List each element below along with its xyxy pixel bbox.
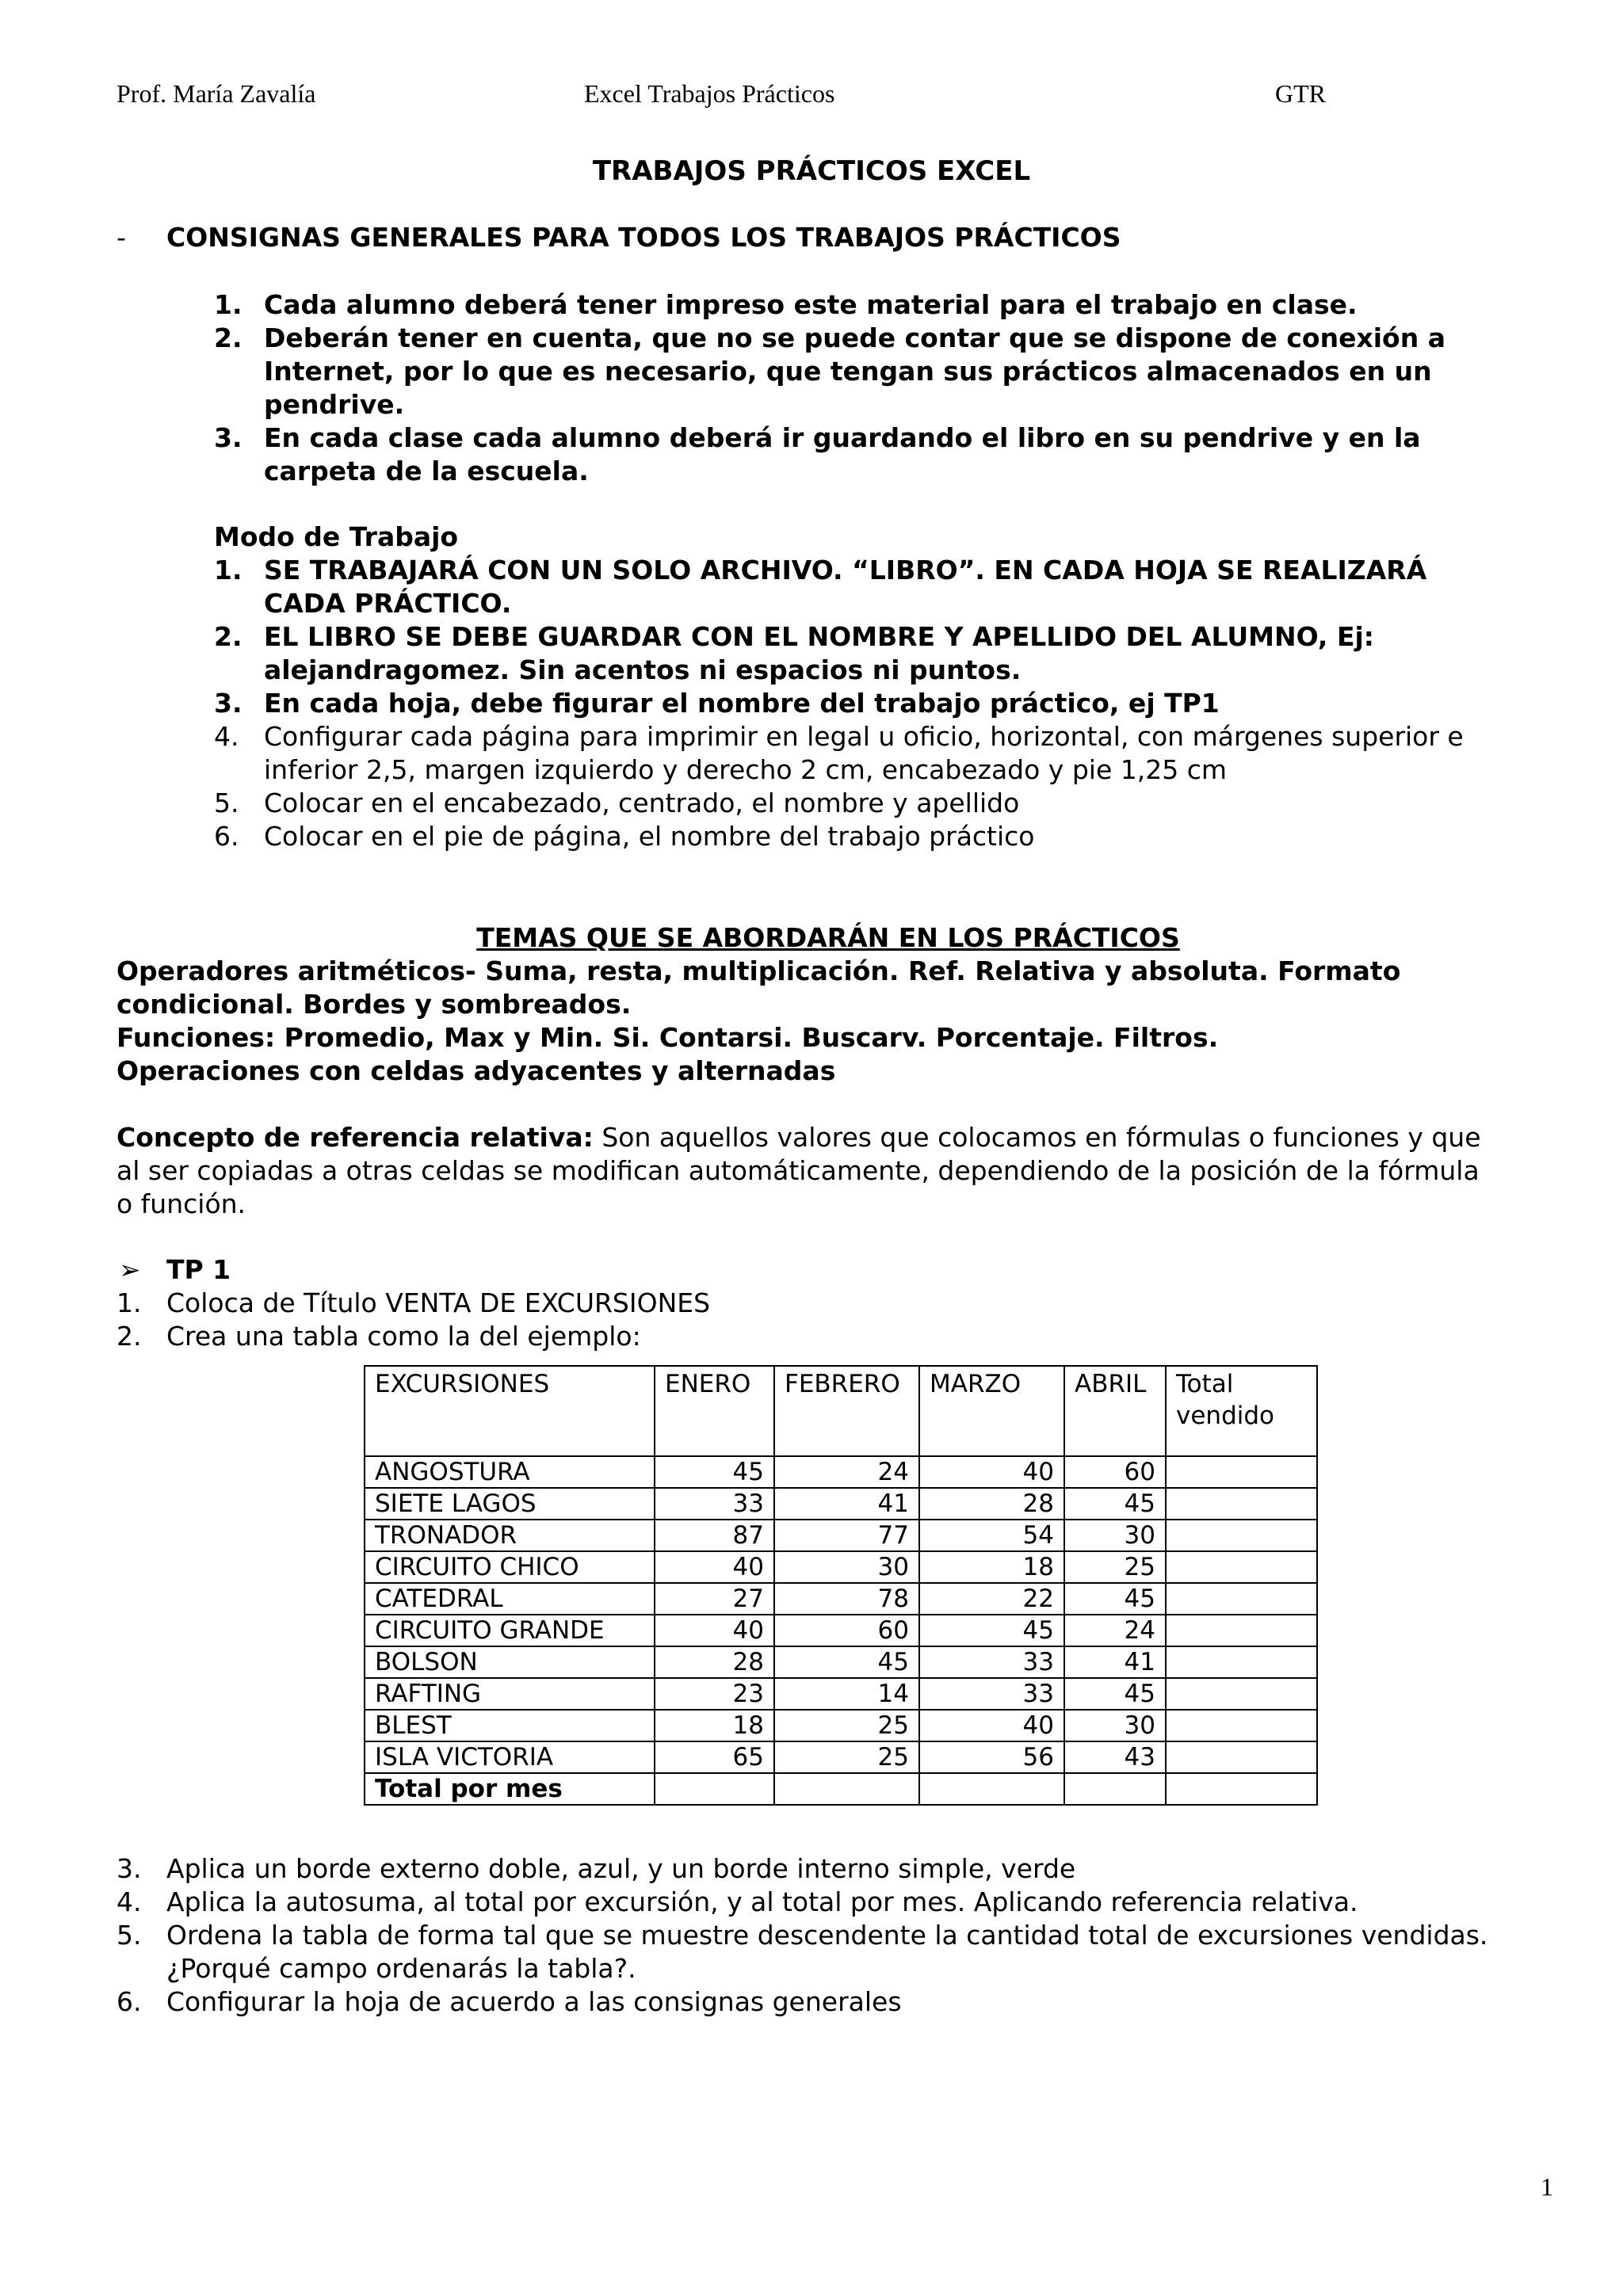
table-row xyxy=(365,1488,1317,1520)
footer-label-cell: Total por mes xyxy=(365,1773,655,1805)
total-month-cell xyxy=(655,1773,774,1805)
value-cell: 45 xyxy=(774,1646,919,1678)
modo-line: CADA PRÁCTICO. xyxy=(264,588,512,619)
value-cell: 27 xyxy=(655,1583,774,1615)
step-text: Aplica la autosuma, al total por excursión, y al total por mes. Aplicando referencia relativa. xyxy=(166,1886,1358,1917)
value-cell: 22 xyxy=(919,1583,1064,1615)
table-row xyxy=(365,1456,1317,1488)
modo-num: 2. xyxy=(214,621,242,652)
value-cell: 28 xyxy=(655,1646,774,1678)
table-row xyxy=(365,1615,1317,1646)
modo-num: 6. xyxy=(214,821,239,852)
value-cell: 65 xyxy=(655,1741,774,1773)
total-cell xyxy=(1166,1646,1317,1678)
value-cell: 40 xyxy=(655,1551,774,1583)
row-name-cell: RAFTING xyxy=(365,1678,655,1710)
temas-heading: TEMAS QUE SE ABORDARÁN EN LOS PRÁCTICOS xyxy=(476,922,1180,953)
value-cell: 14 xyxy=(774,1678,919,1710)
header-cell: Total vendido xyxy=(1166,1366,1317,1456)
value-cell: 40 xyxy=(919,1710,1064,1741)
concepto-label: Concepto de referencia relativa: xyxy=(116,1122,594,1153)
modo-num: 1. xyxy=(214,555,242,585)
total-cell xyxy=(1166,1488,1317,1520)
header-left: Prof. María Zavalía xyxy=(116,79,316,108)
table-row xyxy=(365,1741,1317,1773)
value-cell: 25 xyxy=(1064,1551,1166,1583)
consigna-line: Internet, por lo que es necesario, que tengan sus prácticos almacenados en un xyxy=(264,356,1432,387)
total-month-cell xyxy=(919,1773,1064,1805)
total-cell xyxy=(1166,1741,1317,1773)
value-cell: 45 xyxy=(919,1615,1064,1646)
arrow-bullet-icon: ➢ xyxy=(119,1254,141,1285)
consigna-num: 3. xyxy=(214,422,242,453)
consigna-line: Deberán tener en cuenta, que no se puede contar que se dispone de conexión a xyxy=(264,322,1445,353)
concepto-text: Son aquellos valores que colocamos en fórmulas o funciones y que xyxy=(593,1122,1481,1153)
modo-line: alejandragomez. Sin acentos ni espacios ni puntos. xyxy=(264,654,1022,685)
header-cell: MARZO xyxy=(919,1366,1064,1456)
header-cell: ABRIL xyxy=(1064,1366,1166,1456)
value-cell: 60 xyxy=(774,1615,919,1646)
total-cell xyxy=(1166,1551,1317,1583)
modo-num: 5. xyxy=(214,788,239,818)
table-footer-row xyxy=(365,1773,1317,1805)
header-right: GTR xyxy=(1275,79,1326,108)
step-num: 2. xyxy=(116,1321,142,1352)
step-text: Aplica un borde externo doble, azul, y un borde interno simple, verde xyxy=(166,1853,1076,1884)
row-name-cell: CATEDRAL xyxy=(365,1583,655,1615)
value-cell: 33 xyxy=(655,1488,774,1520)
header-cell: FEBRERO xyxy=(774,1366,919,1456)
modo-num: 4. xyxy=(214,721,239,752)
table-row xyxy=(365,1551,1317,1583)
total-cell xyxy=(1166,1456,1317,1488)
step-text: Ordena la tabla de forma tal que se muestre descendente la cantidad total de excursiones vendidas. xyxy=(166,1920,1488,1951)
concepto-line: al ser copiadas a otras celdas se modifican automáticamente, dependiendo de la posición de la fórmula xyxy=(116,1155,1480,1186)
modo-line: Colocar en el encabezado, centrado, el nombre y apellido xyxy=(264,788,1020,818)
table-row xyxy=(365,1710,1317,1741)
value-cell: 30 xyxy=(1064,1520,1166,1551)
value-cell: 41 xyxy=(774,1488,919,1520)
temas-line: Operadores aritméticos- Suma, resta, multiplicación. Ref. Relativa y absoluta. Formato xyxy=(116,955,1401,986)
value-cell: 18 xyxy=(655,1710,774,1741)
total-month-cell xyxy=(1166,1773,1317,1805)
value-cell: 30 xyxy=(1064,1710,1166,1741)
total-cell xyxy=(1166,1678,1317,1710)
value-cell: 78 xyxy=(774,1583,919,1615)
table-header-row xyxy=(365,1366,1317,1456)
header-cell: EXCURSIONES xyxy=(365,1366,655,1456)
value-cell: 43 xyxy=(1064,1741,1166,1773)
modo-line: Colocar en el pie de página, el nombre del trabajo práctico xyxy=(264,821,1035,852)
value-cell: 56 xyxy=(919,1741,1064,1773)
value-cell: 45 xyxy=(655,1456,774,1488)
page-number: 1 xyxy=(1541,2172,1553,2201)
value-cell: 33 xyxy=(919,1678,1064,1710)
row-name-cell: ISLA VICTORIA xyxy=(365,1741,655,1773)
modo-num: 3. xyxy=(214,688,242,719)
modo-line: EL LIBRO SE DEBE GUARDAR CON EL NOMBRE Y APELLIDO DEL ALUMNO, Ej: xyxy=(264,621,1375,652)
modo-heading: Modo de Trabajo xyxy=(214,521,459,552)
modo-line: En cada hoja, debe figurar el nombre del trabajo práctico, ej TP1 xyxy=(264,688,1220,719)
consigna-num: 1. xyxy=(214,289,242,320)
table-row xyxy=(365,1520,1317,1551)
value-cell: 45 xyxy=(1064,1488,1166,1520)
value-cell: 41 xyxy=(1064,1646,1166,1678)
value-cell: 40 xyxy=(919,1456,1064,1488)
consigna-num: 2. xyxy=(214,322,242,353)
value-cell: 28 xyxy=(919,1488,1064,1520)
modo-line: inferior 2,5, margen izquierdo y derecho 2 cm, encabezado y pie 1,25 cm xyxy=(264,754,1227,785)
step-text: Coloca de Título VENTA DE EXCURSIONES xyxy=(166,1287,711,1318)
row-name-cell: CIRCUITO GRANDE xyxy=(365,1615,655,1646)
value-cell: 25 xyxy=(774,1710,919,1741)
total-month-cell xyxy=(1064,1773,1166,1805)
total-cell xyxy=(1166,1615,1317,1646)
total-cell xyxy=(1166,1520,1317,1551)
total-month-cell xyxy=(774,1773,919,1805)
step-text: Configurar la hoja de acuerdo a las consignas generales xyxy=(166,1986,902,2017)
step-text: ¿Porqué campo ordenarás la tabla?. xyxy=(166,1953,636,1984)
value-cell: 18 xyxy=(919,1551,1064,1583)
value-cell: 60 xyxy=(1064,1456,1166,1488)
value-cell: 30 xyxy=(774,1551,919,1583)
tp1-title: TP 1 xyxy=(166,1254,231,1285)
value-cell: 24 xyxy=(774,1456,919,1488)
value-cell: 23 xyxy=(655,1678,774,1710)
row-name-cell: BLEST xyxy=(365,1710,655,1741)
temas-line: Operaciones con celdas adyacentes y alternadas xyxy=(116,1055,836,1086)
row-name-cell: SIETE LAGOS xyxy=(365,1488,655,1520)
value-cell: 45 xyxy=(1064,1678,1166,1710)
total-cell xyxy=(1166,1710,1317,1741)
value-cell: 45 xyxy=(1064,1583,1166,1615)
row-name-cell: TRONADOR xyxy=(365,1520,655,1551)
consigna-line: Cada alumno deberá tener impreso este material para el trabajo en clase. xyxy=(264,289,1358,320)
value-cell: 25 xyxy=(774,1741,919,1773)
consigna-line: En cada clase cada alumno deberá ir guardando el libro en su pendrive y en la xyxy=(264,422,1421,453)
row-name-cell: ANGOSTURA xyxy=(365,1456,655,1488)
row-name-cell: CIRCUITO CHICO xyxy=(365,1551,655,1583)
step-num: 6. xyxy=(116,1986,142,2017)
step-text: Crea una tabla como la del ejemplo: xyxy=(166,1321,641,1352)
value-cell: 40 xyxy=(655,1615,774,1646)
step-num: 5. xyxy=(116,1920,142,1951)
excursiones-table xyxy=(364,1365,1318,1806)
step-num: 3. xyxy=(116,1853,142,1884)
table-row xyxy=(365,1678,1317,1710)
table-row xyxy=(365,1583,1317,1615)
header-center: Excel Trabajos Prácticos xyxy=(584,79,835,108)
value-cell: 24 xyxy=(1064,1615,1166,1646)
step-num: 1. xyxy=(116,1287,142,1318)
concepto-line: o función. xyxy=(116,1188,246,1219)
consignas-heading: CONSIGNAS GENERALES PARA TODOS LOS TRABAJOS PRÁCTICOS xyxy=(166,222,1121,253)
total-cell xyxy=(1166,1583,1317,1615)
temas-line: condicional. Bordes y sombreados. xyxy=(116,989,632,1020)
header-cell: ENERO xyxy=(655,1366,774,1456)
consigna-line: pendrive. xyxy=(264,389,405,420)
value-cell: 54 xyxy=(919,1520,1064,1551)
value-cell: 77 xyxy=(774,1520,919,1551)
concepto-paragraph xyxy=(116,1121,1481,1154)
dash-marker: - xyxy=(116,222,126,253)
modo-line: Configurar cada página para imprimir en legal u oficio, horizontal, con márgenes superior e xyxy=(264,721,1464,752)
value-cell: 87 xyxy=(655,1520,774,1551)
consigna-line: carpeta de la escuela. xyxy=(264,456,589,486)
table-row xyxy=(365,1646,1317,1678)
temas-line: Funciones: Promedio, Max y Min. Si. Contarsi. Buscarv. Porcentaje. Filtros. xyxy=(116,1022,1219,1053)
row-name-cell: BOLSON xyxy=(365,1646,655,1678)
modo-line: SE TRABAJARÁ CON UN SOLO ARCHIVO. “LIBRO”. EN CADA HOJA SE REALIZARÁ xyxy=(264,555,1427,585)
page-title: TRABAJOS PRÁCTICOS EXCEL xyxy=(592,155,1031,187)
value-cell: 33 xyxy=(919,1646,1064,1678)
step-num: 4. xyxy=(116,1886,142,1917)
